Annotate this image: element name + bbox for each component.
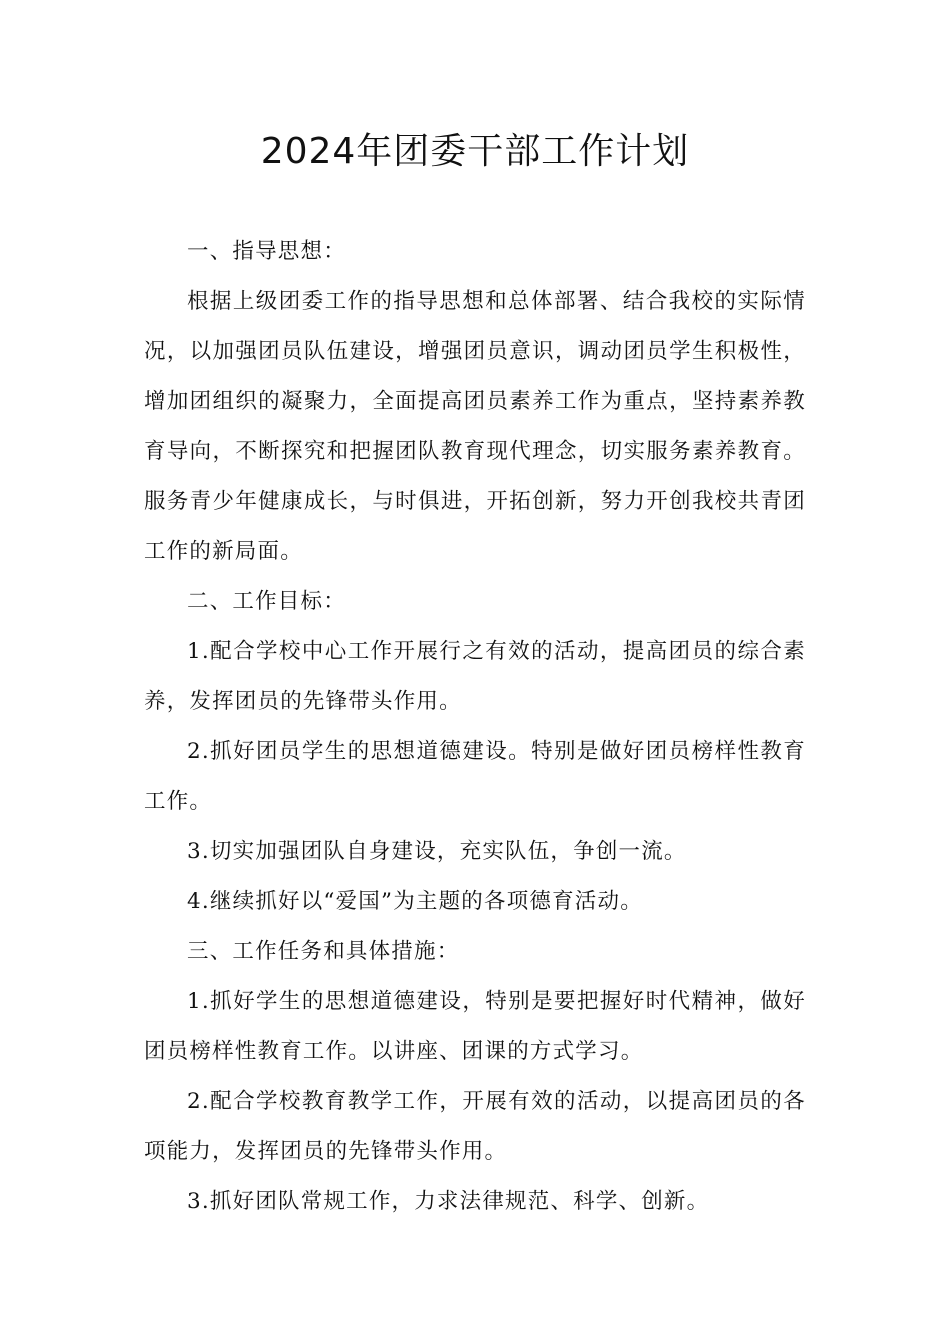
section-heading-guiding-ideology: 一、指导思想： xyxy=(187,239,346,264)
document-body xyxy=(144,227,806,1227)
task-item-3: 3.抓好团队常规工作，力求法律规范、科学、创新。 xyxy=(187,1189,710,1214)
goal-item-4: 4.继续抓好以“爱国”为主题的各项德育活动。 xyxy=(187,889,643,914)
goal-item-2: 2.抓好团员学生的思想道德建设。特别是做好团员榜样性教育工作。 xyxy=(144,739,806,814)
section-heading-tasks-measures: 三、工作任务和具体措施： xyxy=(187,939,460,964)
goal-item-1: 1.配合学校中心工作开展行之有效的活动，提高团员的综合素养，发挥团员的先锋带头作用。 xyxy=(144,639,806,714)
task-item-1: 1.抓好学生的思想道德建设，特别是要把握好时代精神，做好团员榜样性教育工作。以讲座、团课的方式学习。 xyxy=(144,989,806,1064)
document-title: 2024年团委干部工作计划 xyxy=(260,131,690,172)
task-item-2: 2.配合学校教育教学工作，开展有效的活动，以提高团员的各项能力，发挥团员的先锋带头作用。 xyxy=(144,1089,806,1164)
paragraph-guiding-ideology: 根据上级团委工作的指导思想和总体部署、结合我校的实际情况，以加强团员队伍建设，增强团员意识，调动团员学生积极性，增加团组织的凝聚力，全面提高团员素养工作为重点，坚持素养教育导向，不断探究和把握团队教育现代理念，切实服务素养教育。服务青少年健康成长，与时俱进，开拓创新，努力开创我校共青团工作的新局面。 xyxy=(144,289,806,564)
goal-item-3: 3.切实加强团队自身建设，充实队伍，争创一流。 xyxy=(187,839,687,864)
section-heading-work-goals: 二、工作目标： xyxy=(187,589,346,614)
